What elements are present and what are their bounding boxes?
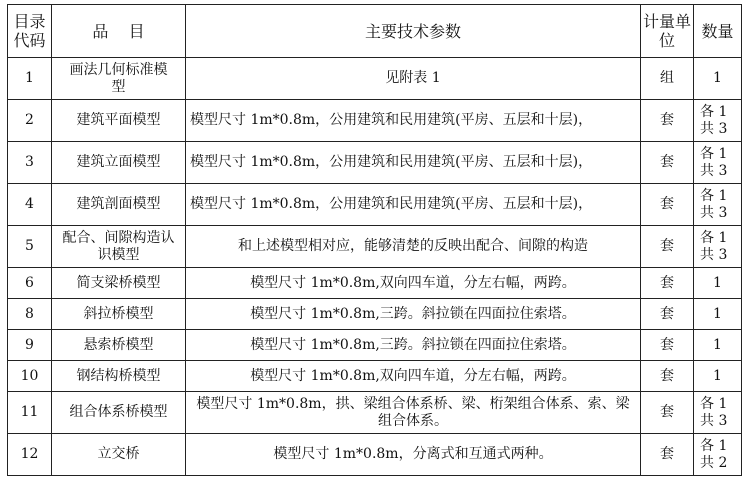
- table-row: [8, 361, 742, 392]
- header-unit: 计量单位: [641, 5, 694, 58]
- header-item: 品 目: [52, 5, 186, 58]
- cell-unit: 套: [641, 100, 694, 142]
- cell-qty: 各 1 共 3: [694, 100, 742, 142]
- cell-qty: 1: [694, 361, 742, 392]
- cell-unit: 套: [641, 268, 694, 299]
- cell-unit: 套: [641, 299, 694, 330]
- cell-params: 模型尺寸 1m*0.8m，分离式和互通式两种。: [186, 434, 641, 476]
- cell-code: 4: [8, 184, 52, 226]
- table-row: [8, 299, 742, 330]
- cell-params: 和上述模型相对应，能够清楚的反映出配合、间隙的构造: [186, 226, 641, 268]
- cell-item: 组合体系桥模型: [52, 392, 186, 434]
- cell-unit: 套: [641, 142, 694, 184]
- header-code: 目录代码: [8, 5, 52, 58]
- cell-unit: 组: [641, 58, 694, 100]
- cell-code: 2: [8, 100, 52, 142]
- cell-params: 模型尺寸 1m*0.8m，公用建筑和民用建筑(平房、五层和十层)，: [186, 142, 641, 184]
- table-row: [8, 330, 742, 361]
- table-row: [8, 58, 742, 100]
- cell-params: 模型尺寸 1m*0.8m，拱、梁组合体系桥、梁、桁架组合体系、索、梁组合体系。: [186, 392, 641, 434]
- cell-code: 3: [8, 142, 52, 184]
- table-row: [8, 268, 742, 299]
- cell-code: 12: [8, 434, 52, 476]
- cell-code: 11: [8, 392, 52, 434]
- cell-qty: 1: [694, 268, 742, 299]
- cell-params: 模型尺寸 1m*0.8m,双向四车道，分左右幅，两跨。: [186, 268, 641, 299]
- cell-code: 10: [8, 361, 52, 392]
- cell-qty: 1: [694, 330, 742, 361]
- cell-qty: 各 1 共 3: [694, 184, 742, 226]
- table-row: [8, 100, 742, 142]
- cell-qty: 1: [694, 58, 742, 100]
- cell-params: 模型尺寸 1m*0.8m,三跨。斜拉锁在四面拉住索塔。: [186, 330, 641, 361]
- cell-unit: 套: [641, 330, 694, 361]
- cell-unit: 套: [641, 226, 694, 268]
- cell-params: 模型尺寸 1m*0.8m，公用建筑和民用建筑(平房、五层和十层)，: [186, 100, 641, 142]
- cell-item: 建筑剖面模型: [52, 184, 186, 226]
- table-row: [8, 142, 742, 184]
- cell-params: 模型尺寸 1m*0.8m,三跨。斜拉锁在四面拉住索塔。: [186, 299, 641, 330]
- cell-unit: 套: [641, 392, 694, 434]
- cell-qty: 1: [694, 299, 742, 330]
- header-qty: 数量: [694, 5, 742, 58]
- table-header-row: [8, 5, 742, 58]
- cell-params: 见附表 1: [186, 58, 641, 100]
- cell-qty: 各 1 共 3: [694, 226, 742, 268]
- table-row: [8, 434, 742, 476]
- cell-item: 配合、间隙构造认识模型: [52, 226, 186, 268]
- cell-item: 悬索桥模型: [52, 330, 186, 361]
- header-params: 主要技术参数: [186, 5, 641, 58]
- cell-qty: 各 1 共 3: [694, 392, 742, 434]
- cell-item: 立交桥: [52, 434, 186, 476]
- cell-qty: 各 1 共 3: [694, 142, 742, 184]
- table-row: [8, 226, 742, 268]
- cell-unit: 套: [641, 434, 694, 476]
- table-row: [8, 392, 742, 434]
- cell-item: 斜拉桥模型: [52, 299, 186, 330]
- cell-code: 9: [8, 330, 52, 361]
- cell-item: 建筑立面模型: [52, 142, 186, 184]
- cell-params: 模型尺寸 1m*0.8m，公用建筑和民用建筑(平房、五层和十层)，: [186, 184, 641, 226]
- equipment-table: [7, 4, 742, 476]
- cell-code: 8: [8, 299, 52, 330]
- cell-item: 钢结构桥模型: [52, 361, 186, 392]
- cell-item: 画法几何标准模型: [52, 58, 186, 100]
- cell-item: 简支梁桥模型: [52, 268, 186, 299]
- cell-code: 6: [8, 268, 52, 299]
- cell-params: 模型尺寸 1m*0.8m,双向四车道，分左右幅，两跨。: [186, 361, 641, 392]
- cell-code: 5: [8, 226, 52, 268]
- cell-code: 1: [8, 58, 52, 100]
- cell-qty: 各 1 共 2: [694, 434, 742, 476]
- cell-item: 建筑平面模型: [52, 100, 186, 142]
- table-row: [8, 184, 742, 226]
- cell-unit: 套: [641, 184, 694, 226]
- cell-unit: 套: [641, 361, 694, 392]
